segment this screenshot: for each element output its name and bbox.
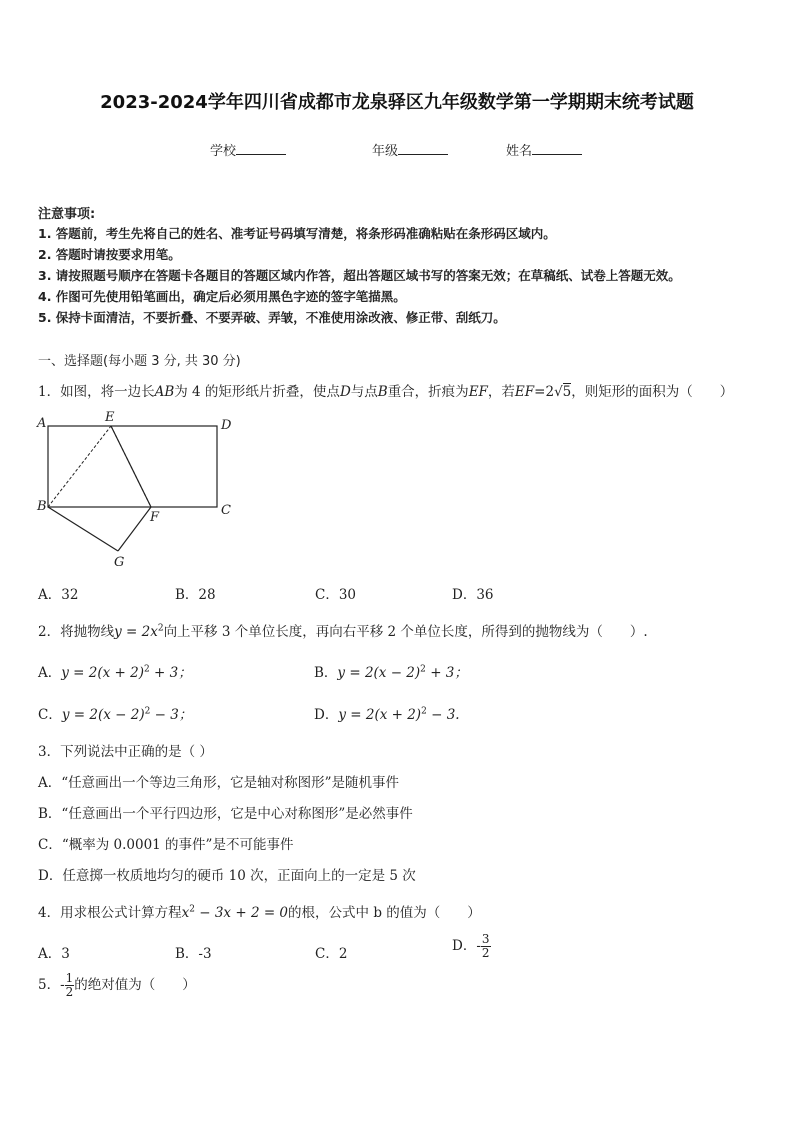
q4-text: 的根，公式中 b 的值为（ ） bbox=[288, 905, 481, 921]
label-g: G bbox=[114, 555, 125, 570]
q4-expr: x bbox=[181, 905, 190, 921]
label-e: E bbox=[105, 410, 115, 425]
q4-option-c: C．2 bbox=[315, 946, 348, 962]
name-field bbox=[506, 140, 582, 159]
option-exp: 2 bbox=[420, 664, 426, 675]
option-tail: − 3； bbox=[150, 707, 193, 723]
option-label: D． bbox=[314, 707, 339, 723]
option-label: C． bbox=[38, 707, 62, 723]
q1-d: D bbox=[339, 384, 351, 400]
fraction-numerator: 3 bbox=[481, 932, 490, 946]
note-item: 5. 保持卡面清洁，不要折叠、不要弄破、弄皱，不准使用涂改液、修正带、刮纸刀。 bbox=[38, 310, 506, 325]
q2-option-a bbox=[38, 661, 192, 681]
q1-text: 为 4 的矩形纸片折叠，使点 bbox=[174, 384, 340, 400]
fraction-denominator: 2 bbox=[481, 946, 490, 960]
school-label: 学校 bbox=[210, 144, 237, 159]
option-tail: + 3； bbox=[425, 665, 468, 681]
fraction bbox=[481, 933, 491, 960]
rectangle-abcd bbox=[48, 426, 217, 507]
q4-text: 4．用求根公式计算方程 bbox=[38, 905, 182, 921]
grade-label: 年级 bbox=[372, 144, 399, 159]
school-blank bbox=[236, 142, 286, 155]
q1-b: B bbox=[377, 384, 388, 400]
q1-ef: EF bbox=[468, 384, 488, 400]
note-item: 2. 答题时请按要求用笔。 bbox=[38, 247, 181, 262]
option-label: D．- bbox=[452, 938, 481, 954]
option-exp: 2 bbox=[144, 706, 151, 717]
dashed-be bbox=[48, 426, 111, 507]
q5-text: 的绝对值为（ ） bbox=[74, 977, 196, 993]
fraction-numerator: 1 bbox=[65, 971, 74, 985]
option-tail: + 3； bbox=[149, 665, 192, 681]
option-exp: 2 bbox=[421, 706, 427, 717]
q1-option-b: B．28 bbox=[175, 587, 216, 603]
line-gf bbox=[118, 507, 151, 551]
option-expr: y = 2(x + 2) bbox=[61, 665, 144, 681]
q2-text: 2．将抛物线 bbox=[38, 624, 115, 640]
page-title: 2023-2024学年四川省成都市龙泉驿区九年级数学第一学期期末统考试题 bbox=[100, 92, 694, 113]
q1-option-c: C．30 bbox=[315, 587, 357, 603]
q3-option-c: C．“概率为 0.0001 的事件”是不可能事件 bbox=[38, 837, 294, 853]
school-field bbox=[210, 140, 286, 159]
name-blank bbox=[532, 142, 582, 155]
option-expr: y = 2(x + 2) bbox=[338, 707, 422, 723]
question-3: 3．下列说法中正确的是（ ） bbox=[38, 744, 213, 760]
q1-text: 重合，折痕为 bbox=[387, 384, 469, 400]
q1-text: 与点 bbox=[350, 384, 378, 400]
option-expr: y = 2(x − 2) bbox=[337, 665, 421, 681]
label-a: A bbox=[37, 416, 47, 431]
line-bg bbox=[48, 507, 118, 551]
question-4 bbox=[38, 901, 481, 921]
grade-blank bbox=[398, 142, 448, 155]
q2-option-c bbox=[38, 703, 192, 723]
section-heading: 一、选择题(每小题 3 分, 共 30 分) bbox=[38, 354, 241, 369]
name-label: 姓名 bbox=[506, 144, 533, 159]
q1-ab: AB bbox=[154, 384, 175, 400]
q2-option-b bbox=[314, 661, 468, 681]
q2-exp: 2 bbox=[157, 623, 164, 634]
q1-root: 5 bbox=[562, 384, 572, 400]
grade-field bbox=[372, 140, 448, 159]
sqrt-symbol: √ bbox=[554, 384, 563, 400]
q3-option-a: A．“任意画出一个等边三角形，它是轴对称图形”是随机事件 bbox=[38, 775, 400, 791]
q2-option-d bbox=[314, 703, 460, 723]
option-exp: 2 bbox=[144, 664, 150, 675]
question-1 bbox=[38, 380, 733, 400]
q4-option-d bbox=[452, 933, 491, 960]
note-item: 4. 作图可先使用铅笔画出，确定后必须用黑色字迹的签字笔描黑。 bbox=[38, 289, 406, 304]
q1-option-d: D．36 bbox=[452, 587, 494, 603]
option-label: A． bbox=[38, 665, 62, 681]
question-2 bbox=[38, 620, 648, 640]
q1-text: 1．如图，将一边长 bbox=[38, 384, 155, 400]
q2-text: 向上平移 3 个单位长度，再向右平移 2 个单位长度，所得到的抛物线为（ ）. bbox=[163, 624, 648, 640]
line-ef bbox=[111, 426, 151, 507]
q3-option-d: D．任意掷一枚质地均匀的硬币 10 次，正面向上的一定是 5 次 bbox=[38, 868, 416, 884]
option-expr: y = 2(x − 2) bbox=[61, 707, 145, 723]
fraction-denominator: 2 bbox=[65, 985, 74, 999]
label-d: D bbox=[221, 418, 232, 433]
q4-option-a: A．3 bbox=[38, 946, 70, 962]
q1-ef: EF bbox=[514, 384, 535, 400]
q4-option-b: B．-3 bbox=[175, 946, 212, 962]
q5-prefix: 5．- bbox=[38, 977, 65, 993]
fraction bbox=[65, 972, 75, 999]
q3-option-b: B．“任意画出一个平行四边形，它是中心对称图形”是必然事件 bbox=[38, 806, 413, 822]
option-tail: − 3. bbox=[426, 707, 460, 723]
q4-expr: − 3x + 2 = 0 bbox=[194, 905, 289, 921]
note-item: 3. 请按照题号顺序在答题卡各题目的答题区域内作答，超出答题区域书写的答案无效；在草稿纸、试卷上答题无效。 bbox=[38, 268, 681, 283]
option-label: B． bbox=[314, 665, 338, 681]
notes-heading: 注意事项: bbox=[38, 207, 96, 222]
q1-figure bbox=[30, 405, 240, 575]
label-b: B bbox=[37, 499, 47, 514]
q1-text: ，则矩形的面积为（ ） bbox=[571, 384, 734, 400]
q1-text: =2 bbox=[534, 384, 555, 400]
q2-expr: y = 2x bbox=[114, 624, 158, 640]
label-f: F bbox=[150, 510, 160, 525]
q4-exp: 2 bbox=[189, 904, 195, 915]
q1-text: ，若 bbox=[487, 384, 515, 400]
note-item: 1. 答题前，考生先将自己的姓名、准考证号码填写清楚，将条形码准确粘贴在条形码区域内。 bbox=[38, 226, 556, 241]
question-5 bbox=[38, 972, 196, 999]
label-c: C bbox=[221, 503, 231, 518]
q1-option-a: A．32 bbox=[38, 587, 79, 603]
